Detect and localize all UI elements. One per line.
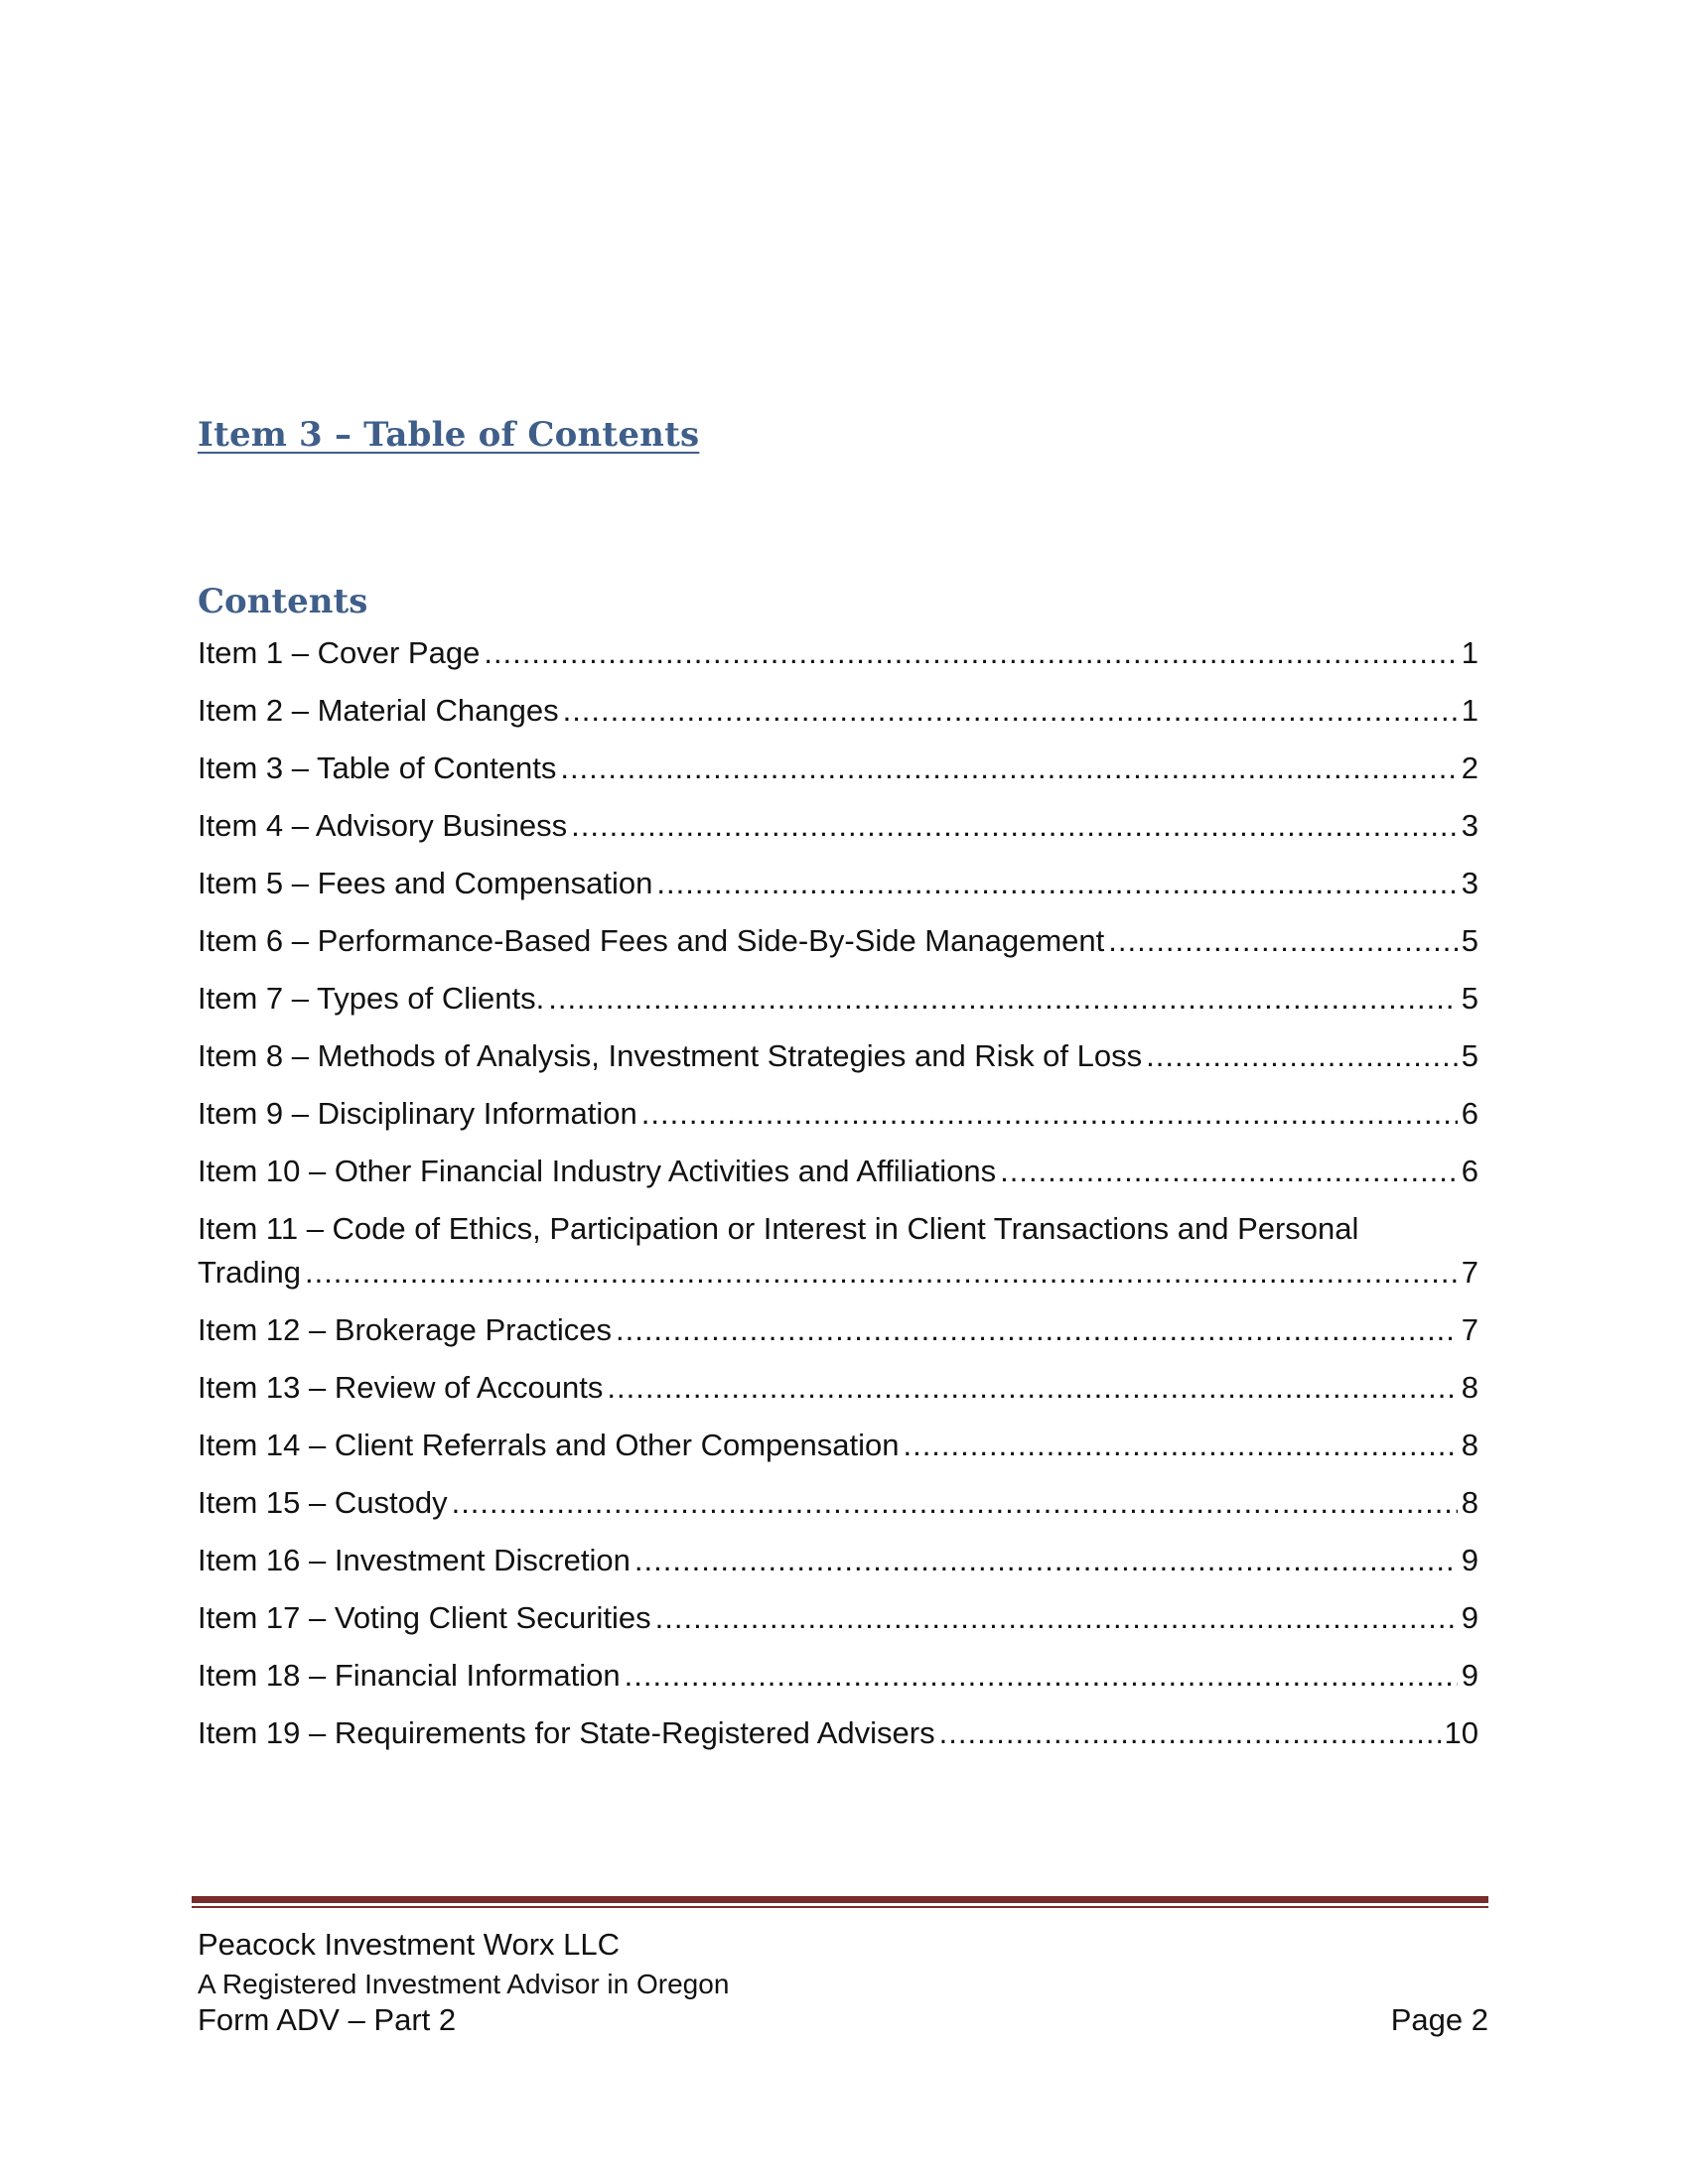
toc-entry-item-14[interactable] <box>198 1424 1478 1467</box>
toc-entry-item-9[interactable] <box>198 1092 1478 1136</box>
toc-entry-item-5[interactable] <box>198 862 1478 905</box>
toc-page-number: 5 <box>1461 981 1478 1016</box>
toc-leader-dots <box>560 747 1457 790</box>
toc-page-number: 9 <box>1461 1600 1478 1635</box>
toc-leader-dots <box>484 631 1457 675</box>
contents-heading: Contents <box>198 582 368 621</box>
toc-page-number: 2 <box>1461 751 1478 785</box>
toc-page-number: 8 <box>1461 1370 1478 1405</box>
toc-entry-label: Item 1 – Cover Page <box>198 635 481 670</box>
toc-entry-item-1[interactable] <box>198 631 1478 675</box>
toc-leader-dots <box>563 689 1458 733</box>
toc-leader-dots <box>571 804 1458 848</box>
toc-leader-dots <box>656 862 1457 905</box>
toc-page-number: 6 <box>1461 1096 1478 1131</box>
toc-page-number: 7 <box>1461 1312 1478 1347</box>
toc-leader-dots <box>655 1596 1458 1640</box>
toc-page-number: 1 <box>1461 693 1478 728</box>
toc-entry-label: Item 16 – Investment Discretion <box>198 1543 631 1577</box>
toc-page-number: 8 <box>1461 1428 1478 1462</box>
toc-entry-label: Item 9 – Disciplinary Information <box>198 1096 637 1131</box>
toc-entry-label: Item 2 – Material Changes <box>198 693 559 728</box>
toc-leader-dots <box>1146 1034 1458 1078</box>
toc-entry-label: Item 5 – Fees and Compensation <box>198 866 653 900</box>
footer-page-number: Page 2 <box>1390 2002 1488 2037</box>
toc-entry-label: Item 13 – Review of Accounts <box>198 1370 604 1405</box>
toc-leader-dots <box>939 1711 1441 1755</box>
toc-entry-label: Item 14 – Client Referrals and Other Compensation <box>198 1428 900 1462</box>
toc-page-number: 5 <box>1461 923 1478 958</box>
toc-leader-dots <box>452 1481 1458 1525</box>
toc-entry-label: Trading <box>198 1255 301 1290</box>
toc-entry-label: Item 3 – Table of Contents <box>198 751 557 785</box>
toc-entry-label: Item 7 – Types of Clients. <box>198 981 545 1016</box>
toc-entry-item-16[interactable] <box>198 1539 1478 1582</box>
toc-page-number: 9 <box>1461 1658 1478 1693</box>
toc-page-number: 8 <box>1461 1485 1478 1520</box>
toc-entry-item-13[interactable] <box>198 1366 1478 1410</box>
toc-leader-dots <box>903 1424 1457 1467</box>
toc-entry-label: Item 8 – Methods of Analysis, Investment Strategies and Risk of Loss <box>198 1038 1143 1073</box>
toc-leader-dots <box>616 1308 1458 1352</box>
toc-leader-dots <box>625 1654 1458 1698</box>
toc-leader-dots <box>1000 1150 1458 1193</box>
toc-entry-item-12[interactable] <box>198 1308 1478 1352</box>
toc-entry-item-7[interactable] <box>198 977 1478 1021</box>
toc-page-number: 9 <box>1461 1543 1478 1577</box>
toc-page-number: 10 <box>1444 1715 1478 1750</box>
toc-entry-item-19[interactable] <box>198 1711 1478 1755</box>
footer-form-name: Form ADV – Part 2 <box>198 2002 457 2037</box>
footer-rule-thick <box>192 1896 1488 1903</box>
toc-entry-item-17[interactable] <box>198 1596 1478 1640</box>
section-heading: Item 3 – Table of Contents <box>198 415 700 455</box>
toc-leader-dots <box>548 977 1458 1021</box>
toc-page-number: 5 <box>1461 1038 1478 1073</box>
toc-entry-label-line1: Item 11 – Code of Ethics, Participation or Interest in Client Transactions and Personal <box>198 1211 1359 1246</box>
toc-entry-label: Item 18 – Financial Information <box>198 1658 621 1693</box>
toc-entry-item-3[interactable] <box>198 747 1478 790</box>
toc-entry-label: Item 15 – Custody <box>198 1485 448 1520</box>
toc-page-number: 7 <box>1461 1255 1478 1290</box>
toc-entry-label: Item 12 – Brokerage Practices <box>198 1312 612 1347</box>
toc-page-number: 3 <box>1461 866 1478 900</box>
toc-leader-dots <box>1108 919 1458 963</box>
toc-entry-item-15[interactable] <box>198 1481 1478 1525</box>
toc-entry-label: Item 6 – Performance-Based Fees and Side-By-Side Management <box>198 923 1105 958</box>
footer-tagline: A Registered Investment Advisor in Oregon <box>198 1969 730 1999</box>
table-of-contents <box>198 631 1478 1769</box>
toc-entry-item-4[interactable] <box>198 804 1478 848</box>
toc-entry-label: Item 10 – Other Financial Industry Activities and Affiliations <box>198 1154 997 1188</box>
toc-leader-dots <box>641 1092 1458 1136</box>
toc-entry-item-18[interactable] <box>198 1654 1478 1698</box>
toc-entry-label: Item 4 – Advisory Business <box>198 808 568 843</box>
toc-entry-item-6[interactable] <box>198 919 1478 963</box>
toc-entry-label: Item 17 – Voting Client Securities <box>198 1600 651 1635</box>
toc-page-number: 1 <box>1461 635 1478 670</box>
toc-entry-label: Item 19 – Requirements for State-Registered Advisers <box>198 1715 935 1750</box>
toc-page-number: 6 <box>1461 1154 1478 1188</box>
toc-page-number: 3 <box>1461 808 1478 843</box>
toc-entry-item-8[interactable] <box>198 1034 1478 1078</box>
toc-entry-item-10[interactable] <box>198 1150 1478 1193</box>
footer-rule-thin <box>192 1906 1488 1908</box>
toc-leader-dots <box>634 1539 1458 1582</box>
toc-leader-dots <box>305 1251 1458 1295</box>
footer-rule <box>192 1896 1488 1910</box>
footer-company-name: Peacock Investment Worx LLC <box>198 1927 620 1962</box>
toc-leader-dots <box>607 1366 1457 1410</box>
toc-entry-item-2[interactable] <box>198 689 1478 733</box>
toc-entry-item-11[interactable] <box>198 1207 1478 1295</box>
